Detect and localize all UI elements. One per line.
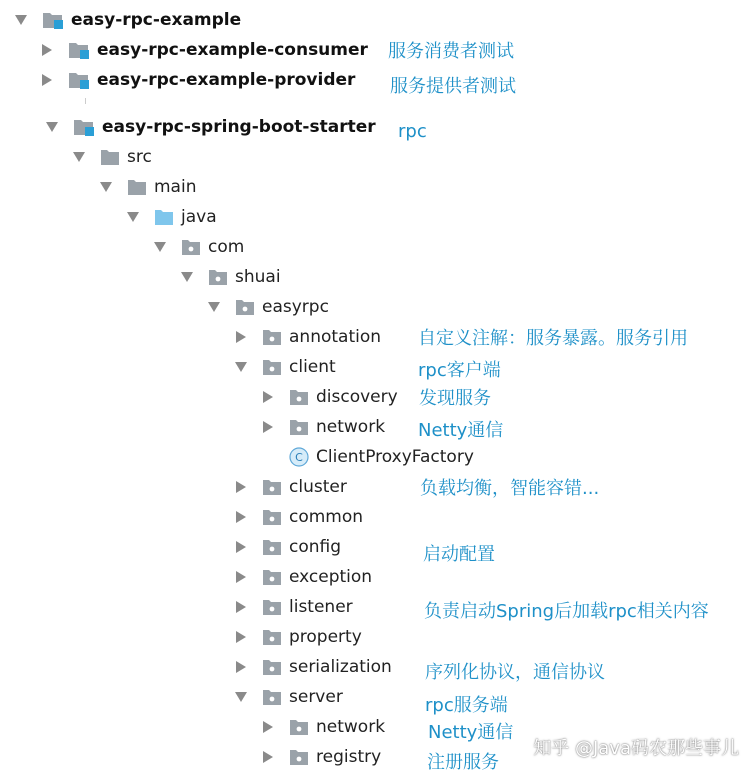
node-label: shuai <box>235 267 281 287</box>
tree-node-com[interactable] <box>153 232 244 262</box>
tree-node-main[interactable] <box>99 172 196 202</box>
node-label: com <box>208 237 245 257</box>
node-label: easyrpc <box>262 297 329 317</box>
note-client-network: Netty通信 <box>418 420 504 441</box>
collapse-arrow-icon[interactable] <box>234 330 248 344</box>
collapse-arrow-icon[interactable] <box>261 720 275 734</box>
node-label: config <box>289 537 342 557</box>
node-label: cluster <box>289 477 347 497</box>
note-starter: rpc <box>398 121 427 142</box>
class-icon <box>289 447 309 467</box>
package-folder-icon <box>235 298 255 316</box>
tree-node-server[interactable] <box>234 682 343 712</box>
tree-node-src[interactable] <box>72 142 152 172</box>
package-folder-icon <box>262 538 282 556</box>
tree-node-annotation[interactable] <box>234 322 381 352</box>
note-provider: 服务提供者测试 <box>390 76 516 97</box>
expand-arrow-icon[interactable] <box>234 690 248 704</box>
package-folder-icon <box>262 328 282 346</box>
note-discovery: 发现服务 <box>419 388 491 409</box>
tree-node-java[interactable] <box>126 202 217 232</box>
tree-node-config[interactable] <box>234 532 341 562</box>
collapse-arrow-icon[interactable] <box>261 420 275 434</box>
tree-node-easyrpc[interactable] <box>207 292 329 322</box>
node-label: property <box>289 627 362 647</box>
tree-node-easy-rpc-example[interactable] <box>14 5 241 35</box>
module-folder-icon <box>68 70 90 90</box>
package-folder-icon <box>262 478 282 496</box>
package-folder-icon <box>208 268 228 286</box>
tree-node-property[interactable] <box>234 622 362 652</box>
note-registry: 注册服务 <box>427 752 499 773</box>
node-label: ClientProxyFactory <box>316 447 474 467</box>
note-server-network: Netty通信 <box>428 722 514 743</box>
node-label: server <box>289 687 343 707</box>
tree-node-common[interactable] <box>234 502 363 532</box>
note-annotation: 自定义注解：服务暴露。服务引用 <box>418 328 688 349</box>
divider <box>85 98 86 104</box>
note-client: rpc客户端 <box>418 360 501 381</box>
node-label: easy-rpc-example-consumer <box>97 40 368 60</box>
collapse-arrow-icon[interactable] <box>234 600 248 614</box>
node-label: src <box>127 147 152 167</box>
note-config: 启动配置 <box>423 544 495 565</box>
expand-arrow-icon[interactable] <box>14 13 28 27</box>
package-folder-icon <box>289 388 309 406</box>
node-label: java <box>181 207 217 227</box>
tree-node-client[interactable] <box>234 352 336 382</box>
collapse-arrow-icon[interactable] <box>261 750 275 764</box>
tree-node-starter[interactable] <box>45 112 376 142</box>
package-folder-icon <box>262 598 282 616</box>
collapse-arrow-icon[interactable] <box>234 570 248 584</box>
package-folder-icon <box>262 358 282 376</box>
node-label: easy-rpc-spring-boot-starter <box>102 117 376 137</box>
note-listener: 负责启动Spring后加载rpc相关内容 <box>424 601 709 622</box>
tree-node-client-proxy-factory[interactable] <box>261 442 474 472</box>
collapse-arrow-icon[interactable] <box>234 480 248 494</box>
package-folder-icon <box>262 508 282 526</box>
node-label: network <box>316 717 386 737</box>
module-folder-icon <box>68 40 90 60</box>
collapse-arrow-icon[interactable] <box>234 510 248 524</box>
tree-node-serialization[interactable] <box>234 652 392 682</box>
node-label: annotation <box>289 327 382 347</box>
collapse-arrow-icon[interactable] <box>234 540 248 554</box>
collapse-arrow-icon[interactable] <box>261 390 275 404</box>
module-folder-icon <box>42 10 64 30</box>
package-folder-icon <box>262 568 282 586</box>
expand-arrow-icon[interactable] <box>180 270 194 284</box>
node-label: serialization <box>289 657 392 677</box>
tree-node-cluster[interactable] <box>234 472 347 502</box>
tree-node-discovery[interactable] <box>261 382 398 412</box>
svg-text:C: C <box>295 451 303 464</box>
package-folder-icon <box>262 688 282 706</box>
package-folder-icon <box>289 748 309 766</box>
tree-node-registry[interactable] <box>261 742 381 772</box>
note-cluster: 负载均衡，智能容错... <box>420 478 600 499</box>
node-label: listener <box>289 597 353 617</box>
expand-arrow-icon[interactable] <box>207 300 221 314</box>
package-folder-icon <box>262 658 282 676</box>
note-consumer: 服务消费者测试 <box>388 41 514 62</box>
expand-arrow-icon[interactable] <box>234 360 248 374</box>
node-label: exception <box>289 567 373 587</box>
module-folder-icon <box>73 117 95 137</box>
node-label: main <box>154 177 197 197</box>
tree-node-shuai[interactable] <box>180 262 281 292</box>
expand-arrow-icon[interactable] <box>72 150 86 164</box>
collapse-arrow-icon[interactable] <box>40 73 54 87</box>
package-folder-icon <box>289 718 309 736</box>
tree-node-server-network[interactable] <box>261 712 385 742</box>
node-label: client <box>289 357 336 377</box>
node-label: network <box>316 417 386 437</box>
tree-node-client-network[interactable] <box>261 412 385 442</box>
expand-arrow-icon[interactable] <box>99 180 113 194</box>
note-server: rpc服务端 <box>425 695 508 716</box>
source-folder-icon <box>154 208 174 226</box>
tree-node-provider[interactable] <box>40 65 355 95</box>
collapse-arrow-icon[interactable] <box>234 660 248 674</box>
note-serialization: 序列化协议，通信协议 <box>425 662 605 683</box>
expand-arrow-icon[interactable] <box>126 210 140 224</box>
node-label: discovery <box>316 387 398 407</box>
collapse-arrow-icon[interactable] <box>234 630 248 644</box>
folder-icon <box>100 148 120 166</box>
collapse-arrow-icon[interactable] <box>40 43 54 57</box>
tree-node-listener[interactable] <box>234 592 353 622</box>
node-label: registry <box>316 747 382 767</box>
package-folder-icon <box>289 418 309 436</box>
expand-arrow-icon[interactable] <box>45 120 59 134</box>
watermark: 知乎 @Java码农那些事儿 <box>533 738 739 759</box>
tree-node-exception[interactable] <box>234 562 372 592</box>
folder-icon <box>127 178 147 196</box>
package-folder-icon <box>181 238 201 256</box>
package-folder-icon <box>262 628 282 646</box>
tree-node-consumer[interactable] <box>40 35 368 65</box>
expand-arrow-icon[interactable] <box>153 240 167 254</box>
node-label: easy-rpc-example <box>71 10 242 30</box>
node-label: easy-rpc-example-provider <box>97 70 356 90</box>
node-label: common <box>289 507 364 527</box>
